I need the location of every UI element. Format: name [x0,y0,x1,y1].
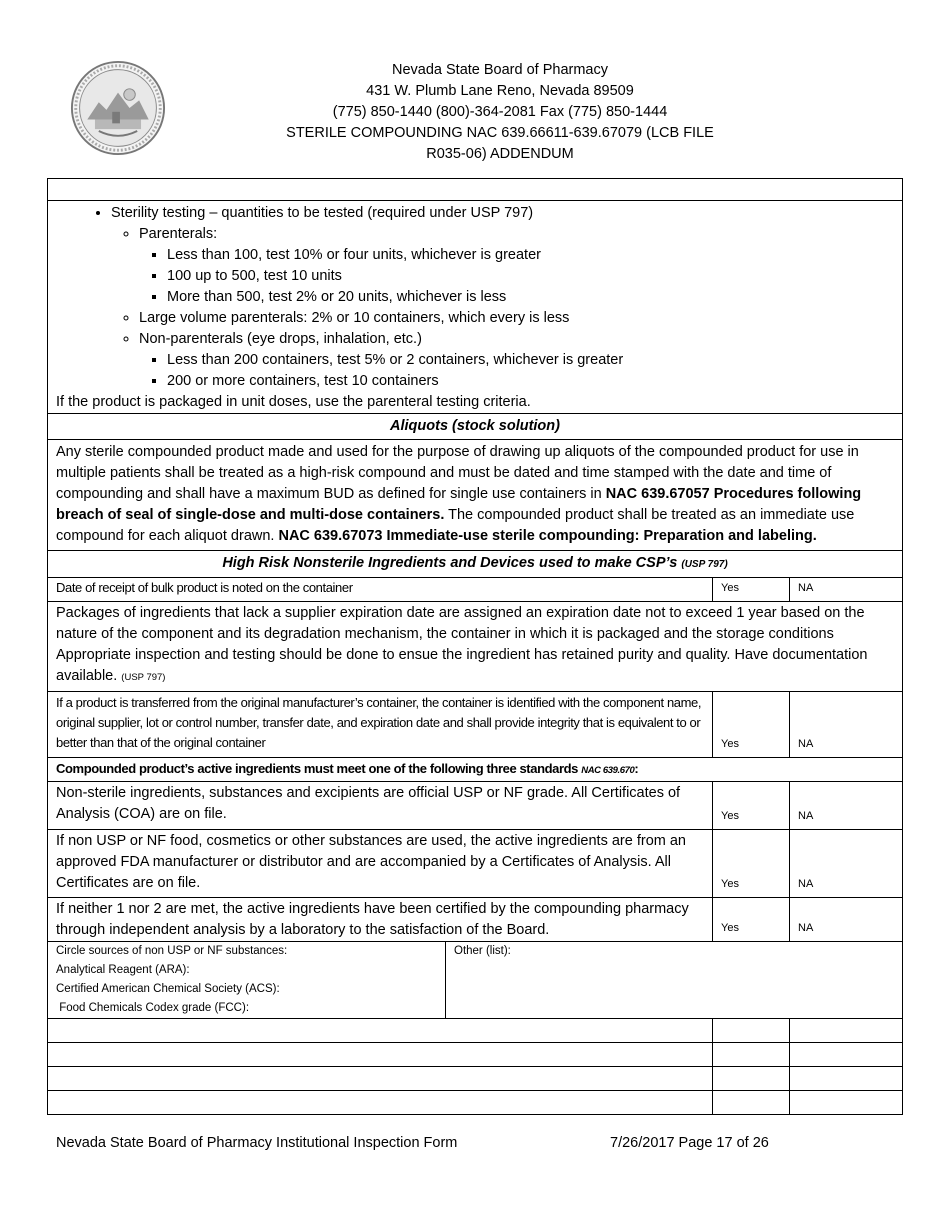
yes-checkbox[interactable]: Yes [713,692,790,758]
aliquots-text-1: Any sterile compounded product made and used for the purpose of drawing up aliquots of the compounded product for use in multiple patients shall be treated as a high-risk compound and must be dated and time stamped with the date and time of compounding and shall have a maximum BUD as defined for single use containers in [56,444,859,502]
list-item: ▪ 200 or more containers, test 10 containers [167,371,894,392]
standards-ref: NAC 639.670 [581,765,635,776]
nevada-state-seal-icon [70,60,166,156]
aliquots-bold-2: NAC 639.67073 Immediate-use sterile compounding: Preparation and labeling. [278,528,817,544]
empty-cell[interactable] [790,1019,903,1043]
empty-cell[interactable] [790,1043,903,1067]
list-item [139,329,894,392]
na-checkbox[interactable]: NA [790,782,903,830]
other-sources-field[interactable] [446,942,903,1019]
empty-cell[interactable] [48,1091,713,1115]
source-acs[interactable]: Certified American Chemical Society (ACS): [56,983,280,995]
section-heading: Aliquots (stock solution) [48,414,903,440]
standards-colon: : [634,761,639,776]
section-ref: (USP 797) [681,559,728,570]
list-item: ▪ Less than 100, test 10% or four units, whichever is greater [167,245,894,266]
table-row [48,830,903,898]
question-text: Date of receipt of bulk product is noted on the container [48,578,713,602]
empty-cell[interactable] [48,1019,713,1043]
unit-dose-note: If the product is packaged in unit doses, use the parenteral testing criteria. [56,394,531,410]
packages-row [48,602,903,692]
sources-circle-label: Circle sources of non USP or NF substances: [56,945,288,957]
table-row [48,898,903,942]
section-heading: High Risk Nonsterile Ingredients and Devices used to make CSP’s [222,555,678,571]
aliquots-text-row [48,440,903,551]
table-row [48,1043,903,1067]
aliquots-bold-1: NAC 639.67057 Procedures following breach of seal of single-dose and multi-dose containers. [56,486,862,523]
yes-checkbox[interactable]: Yes [713,578,790,602]
na-checkbox[interactable]: NA [790,578,903,602]
footer-form-name: Nevada State Board of Pharmacy Institutional Inspection Form [56,1135,458,1151]
sterility-testing-row [48,201,903,414]
empty-cell[interactable] [48,1067,713,1091]
question-text: If a product is transferred from the original manufacturer’s container, the container is identified with the component name, original supplier, lot or control number, transfer date, and expiration date and shall provide integrity that is equivalent to or better than that of the original container [48,692,713,758]
source-fcc[interactable]: Food Chemicals Codex grade (FCC): [56,1002,250,1014]
sources-cell [48,942,446,1019]
table-row [48,578,903,602]
list-item: ▪ More than 500, test 2% or 20 units, whichever is less [167,287,894,308]
sterility-list [56,203,894,392]
blank-row [48,179,903,201]
sources-row [48,942,903,1019]
table-row [48,1067,903,1091]
table-row [48,1019,903,1043]
list-item: ◦ Large volume parenterals: 2% or 10 containers, which every is less [139,308,894,329]
sterility-main: Sterility testing – quantities to be tested (required under USP 797) [111,205,534,221]
yes-checkbox[interactable]: Yes [713,898,790,942]
org-name: Nevada State Board of Pharmacy [391,62,608,78]
aliquots-heading-row [48,414,903,440]
org-phones: (775) 850-1440 (800)-364-2081 Fax (775) 850-1444 [332,104,668,120]
document-header [200,60,800,165]
parenterals-label: Parenterals: [139,226,218,242]
question-text: If neither 1 nor 2 are met, the active ingredients have been certified by the compounding pharmacy through independent analysis by a laboratory to the satisfaction of the Board. [48,898,713,942]
aliquots-text-2: The compounded product shall be treated as an immediate use compound for each aliquot drawn. [56,507,855,544]
yes-checkbox[interactable]: Yes [713,830,790,898]
other-label: Other (list): [454,945,511,957]
source-ara[interactable]: Analytical Reagent (ARA): [56,964,190,976]
na-checkbox[interactable]: NA [790,692,903,758]
table-row [48,782,903,830]
table-row [48,1091,903,1115]
inspection-table [47,178,903,1115]
list-item [139,224,894,308]
empty-cell[interactable] [713,1043,790,1067]
standards-heading: Compounded product’s active ingredients must meet one of the following three standards [56,761,579,776]
doc-title-line2: R035-06) ADDENDUM [426,146,574,162]
list-item [111,203,894,392]
doc-title-line1: STERILE COMPOUNDING NAC 639.66611-639.67079 (LCB FILE [286,125,714,141]
list-item: ▪ Less than 200 containers, test 5% or 2 containers, whichever is greater [167,350,894,371]
nonparenterals-label: Non-parenterals (eye drops, inhalation, etc.) [139,331,422,347]
packages-text: Packages of ingredients that lack a supplier expiration date are assigned an expiration date not to exceed 1 year based on the nature of the component and its degradation mechanism, the container in which it is packaged and the storage conditions Appropriate inspection and testing should be done to ensue the ingredient has retained purity and quality. Have documentation available. [56,605,868,684]
empty-cell[interactable] [790,1067,903,1091]
empty-cell[interactable] [713,1091,790,1115]
footer-page-info: 7/26/2017 Page 17 of 26 [610,1135,769,1151]
standards-heading-row [48,758,903,782]
high-risk-heading-row [48,551,903,578]
list-item: ▪ 100 up to 500, test 10 units [167,266,894,287]
packages-ref: (USP 797) [121,672,166,683]
question-text: If non USP or NF food, cosmetics or other substances are used, the active ingredients are from an approved FDA manufacturer or distributor and are accompanied by a Certificates of Analysis. All Certificates are on file. [48,830,713,898]
empty-cell[interactable] [713,1067,790,1091]
org-address: 431 W. Plumb Lane Reno, Nevada 89509 [366,83,634,99]
empty-cell[interactable] [713,1019,790,1043]
empty-cell[interactable] [48,1043,713,1067]
yes-checkbox[interactable]: Yes [713,782,790,830]
question-text: Non-sterile ingredients, substances and excipients are official USP or NF grade. All Certificates of Analysis (COA) are on file. [48,782,713,830]
table-row [48,692,903,758]
na-checkbox[interactable]: NA [790,898,903,942]
empty-cell[interactable] [790,1091,903,1115]
na-checkbox[interactable]: NA [790,830,903,898]
